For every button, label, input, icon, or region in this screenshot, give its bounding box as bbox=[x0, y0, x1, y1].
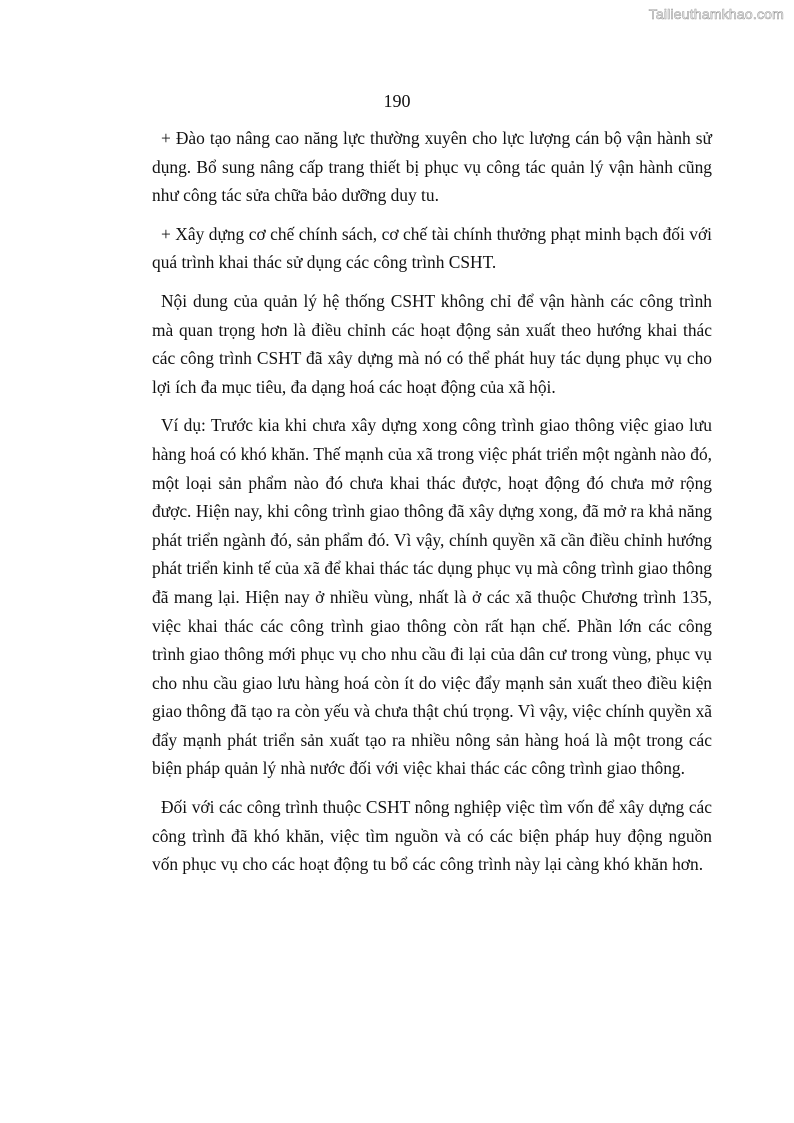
paragraph-training-bullet: + Đào tạo nâng cao năng lực thường xuyên cho lực lượng cán bộ vận hành sử dụng. Bổ sung nâng cấp trang thiết bị phục vụ công tác quản lý vận hành cũng như công tác sửa chữa bảo dưỡng duy tu. bbox=[152, 128, 712, 206]
paragraph-policy-bullet: + Xây dựng cơ chế chính sách, cơ chế tài chính thưởng phạt minh bạch đối với quá trình khai thác sử dụng các công trình CSHT. bbox=[152, 223, 712, 273]
document-body bbox=[152, 124, 712, 889]
paragraph-agricultural-infrastructure: Đối với các công trình thuộc CSHT nông nghiệp việc tìm vốn để xây dựng các công trình đã khó khăn, việc tìm nguồn và có các biện pháp huy động nguồn vốn phục vụ cho các hoạt động tu bổ các công trình này lại càng khó khăn hơn. bbox=[152, 797, 712, 875]
paragraph-example: Ví dụ: Trước kia khi chưa xây dựng xong công trình giao thông việc giao lưu hàng hoá có khó khăn. Thế mạnh của xã trong việc phát triển một ngành nào đó, một loại sản phẩm nào đó chưa khai thác được, hoạt động đó chưa mở rộng được. Hiện nay, khi công trình giao thông đã xây dựng xong, đã mở ra khả năng phát triển ngành đó, sản phẩm đó. Vì vậy, chính quyền xã cần điều chỉnh hướng phát triển kinh tế của xã để khai thác tác dụng phục vụ mà công trình giao thông đã mang lại. Hiện nay ở nhiều vùng, nhất là ở các xã thuộc Chương trình 135, việc khai thác các công trình giao thông còn rất hạn chế. Phần lớn các công trình giao thông mới phục vụ cho nhu cầu đi lại của dân cư trong vùng, phục vụ cho nhu cầu giao lưu hàng hoá còn ít do việc đẩy mạnh sản xuất theo điều kiện giao thông đã tạo ra còn yếu và chưa thật chú trọng. Vì vậy, việc chính quyền xã đẩy mạnh phát triển sản xuất tạo ra nhiều nông sản hàng hoá là một trong các biện pháp quản lý nhà nước đối với việc khai thác các công trình giao thông. bbox=[152, 415, 712, 779]
paragraph-management-content: Nội dung của quản lý hệ thống CSHT không chỉ để vận hành các công trình mà quan trọng hơn là điều chỉnh các hoạt động sản xuất theo hướng khai thác các công trình CSHT đã xây dựng mà nó có thể phát huy tác dụng phục vụ cho lợi ích đa mục tiêu, đa dạng hoá các hoạt động của xã hội. bbox=[152, 290, 712, 397]
page-number: 190 bbox=[383, 91, 411, 111]
site-watermark: Tailieuthamkhao.com bbox=[648, 6, 784, 22]
